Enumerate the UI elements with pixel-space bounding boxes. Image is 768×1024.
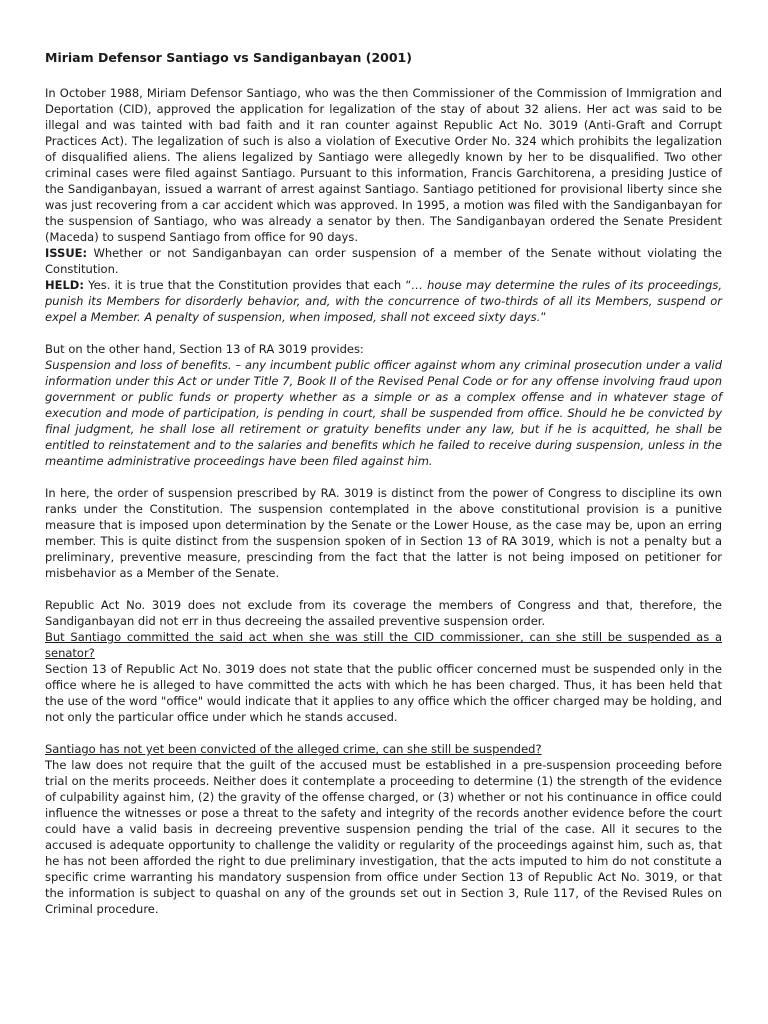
held-label: HELD: [45, 278, 84, 292]
answer-2: The law does not require that the guilt of the accused must be established in a pre-suspension proceeding before trial on the merits proceeds. Neither does it contemplate a proceeding to determine (1) the strength of the evidence of culpability against him, (2) the gravity of the offense charged, or (3) whether or not his continuance in office could influence the witnesses or pose a threat to the safety and integrity of the records another evidence before the court could have a valid basis in decreeing preventive suspension pending the trial of the case. All it secures to the accused is adequate opportunity to challenge the validity or regularity of the proceedings against him, such as, that he has not been afforded the right to due preliminary investigation, that the acts imputed to him do not constitute a specific crime warranting his mandatory suspension from office under Section 13 of Republic Act No. 3019, or that the information is subject to quashal on any of the grounds set out in Section 3, Rule 117, of the Revised Rules on Criminal procedure. [45, 758, 722, 916]
issue-label: ISSUE: [45, 246, 88, 260]
distinct-paragraph: In here, the order of suspension prescribed by RA. 3019 is distinct from the power of Congress to discipline its own ranks under the Constitution. The suspension contemplated in the above constitutional provision is a punitive measure that is imposed upon determination by the Senate or the Lower House, as the case may be, upon an erring member. This is quite distinct from the suspension spoken of in Section 13 of RA 3019, which is not a penalty but a preliminary, preventive measure, prescinding from the fact that the latter is not being imposed on petitioner for misbehavior as a Member of the Senate. [45, 486, 722, 580]
section13-quote: Suspension and loss of benefits. – any incumbent public officer against whom any criminal prosecution under a valid information under this Act or under Title 7, Book II of the Revised Penal Code or for any offense involving fraud upon government or public funds or property whether as a simple or as a complex offense and in whatever stage of execution and mode of participation, is pending in court, shall be suspended from office. Should he be convicted by final judgment, he shall lose all retirement or gratuity benefits under any law, but if he is acquitted, he shall be entitled to reinstatement and to the salaries and benefits which he failed to receive during suspension, unless in the meantime administrative proceedings have been filed against him. [45, 358, 722, 468]
question-1: But Santiago committed the said act when she was still the CID commissioner, can she still be suspended as a senator? [45, 630, 722, 660]
held-close-quote: ” [540, 310, 547, 324]
issue-text: Whether or not Sandiganbayan can order suspension of a member of the Senate without violating the Constitution. [45, 246, 722, 276]
section13-intro: But on the other hand, Section 13 of RA 3019 provides: [45, 342, 364, 356]
held-paragraph [45, 277, 722, 325]
document-title: Miriam Defensor Santiago vs Sandiganbayan (2001) [45, 50, 412, 65]
question-2: Santiago has not yet been convicted of the alleged crime, can she still be suspended? [45, 742, 542, 756]
congress-paragraph: Republic Act No. 3019 does not exclude from its coverage the members of Congress and that, therefore, the Sandiganbayan did not err in thus decreeing the assailed preventive suspension order. [45, 598, 722, 628]
constitution-quote: … house may determine the rules of its proceedings, punish its Members for disorderly behavior, and, with the concurrence of two-thirds of all its Members, suspend or expel a Member. A penalty of suspension, when imposed, shall not exceed sixty days. [45, 278, 722, 324]
issue-paragraph [45, 245, 722, 277]
held-text: Yes. it is true that the Constitution provides that each “ [83, 278, 412, 292]
facts-paragraph: In October 1988, Miriam Defensor Santiago, who was the then Commissioner of the Commission of Immigration and Deportation (CID), approved the application for legalization of the stay of about 32 aliens. Her act was said to be illegal and was tainted with bad faith and it ran counter against Republic Act No. 3019 (Anti-Graft and Corrupt Practices Act). The legalization of such is also a violation of Executive Order No. 324 which prohibits the legalization of disqualified aliens. The aliens legalized by Santiago were allegedly known by her to be disqualified. Two other criminal cases were filed against Santiago. Pursuant to this information, Francis Garchitorena, a presiding Justice of the Sandiganbayan, issued a warrant of arrest against Santiago. Santiago petitioned for provisional liberty since she was just recovering from a car accident which was approved. In 1995, a motion was filed with the Sandiganbayan for the suspension of Santiago, who was already a senator by then. The Sandiganbayan ordered the Senate President (Maceda) to suspend Santiago from office for 90 days. [45, 86, 722, 244]
answer-1: Section 13 of Republic Act No. 3019 does not state that the public officer concerned must be suspended only in the office where he is alleged to have committed the acts with which he has been charged. Thus, it has been held that the use of the word "office" would indicate that it applies to any office which the officer charged may be holding, and not only the particular office under which he stands accused. [45, 662, 722, 724]
